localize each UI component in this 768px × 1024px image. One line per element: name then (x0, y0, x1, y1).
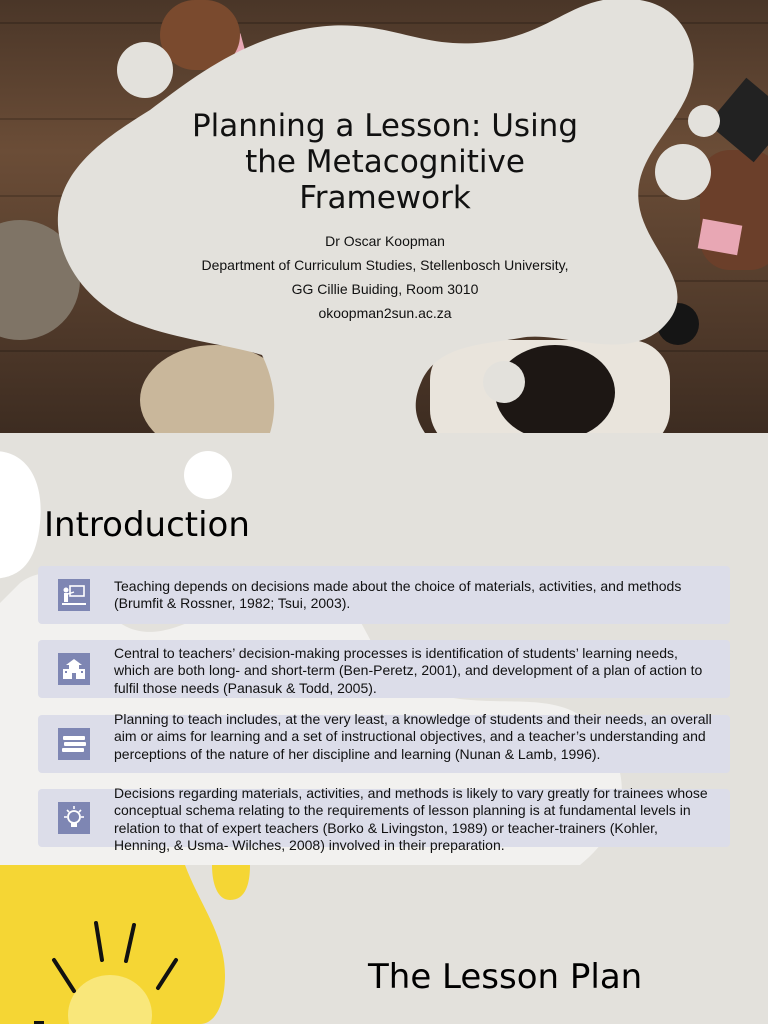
decor-circle (655, 144, 711, 200)
presentation-title (150, 108, 620, 216)
title-slide (0, 0, 768, 433)
author-office: GG Cillie Buiding, Room 3010 (291, 281, 479, 297)
lesson-plan-heading: The Lesson Plan (368, 957, 643, 997)
title-line: Planning a Lesson: Using (191, 108, 579, 144)
title-line: Framework (299, 180, 471, 216)
lesson-plan-slide (0, 865, 768, 1024)
intro-item (38, 640, 730, 698)
intro-heading: Introduction (44, 505, 250, 545)
intro-item (38, 566, 730, 624)
author-info (150, 229, 620, 325)
intro-item (38, 785, 730, 853)
author-department: Department of Curriculum Studies, Stellenbosch University, (201, 257, 569, 273)
title-line: the Metacognitive (245, 144, 525, 180)
lightbulb-icon (58, 802, 90, 834)
intro-item-text: Planning to teach includes, at the very least, a knowledge of students and their needs, an overall aim or aims for learning and a set of instructional objectives, and a teacher’s understanding and perceptions of the nature of her discipline and learning (Nunan & Lamb, 1996). (114, 711, 712, 762)
decor-circle (117, 42, 173, 98)
decor-circle (483, 361, 525, 403)
decor-circle (688, 105, 720, 137)
intro-item-text: Decisions regarding materials, activities, and methods is likely to vary greatly for trainees whose conceptual schema relating to the requirements of lesson planning is at fundamental levels in relation to that of expert teachers (Borko & Livingston, 1989) or teacher-trainers (Kohler, Henning, & Usma- Wilches, 2008) involved in their preparation. (114, 785, 708, 853)
books-stack-icon (58, 728, 90, 760)
author-name: Dr Oscar Koopman (325, 233, 445, 249)
intro-item-text: Teaching depends on decisions made about the choice of materials, activities, and methods (Brumfit & Rossner, 1982; Tsui, 2003). (114, 578, 682, 612)
title-blob-shape (0, 0, 768, 433)
introduction-slide (0, 433, 768, 865)
intro-item (38, 711, 730, 773)
author-email: okoopman2sun.ac.za (318, 305, 452, 321)
yellow-lightbulb-graphic (0, 865, 768, 1024)
intro-item-text: Central to teachers’ decision-making processes is identification of students’ learning needs, which are both long- and short-term (Ben-Peretz, 2001), and development of a plan of action to fulfil those needs (Panasuk & Todd, 2005). (114, 645, 703, 696)
teacher-board-icon (58, 579, 90, 611)
school-building-icon (58, 653, 90, 685)
